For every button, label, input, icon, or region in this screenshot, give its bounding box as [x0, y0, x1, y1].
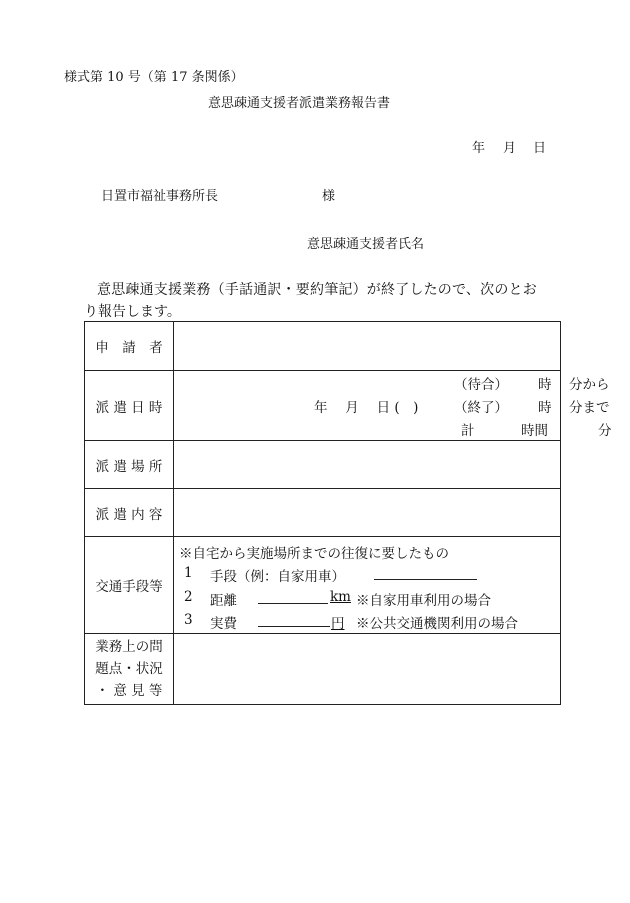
transport-item1-number: 1 — [184, 565, 193, 581]
transport-means-input[interactable] — [374, 565, 477, 580]
intro-line-1: 意思疎通支援業務（手話通訳・要約筆記）が終了したので、次のとお — [97, 282, 537, 298]
waiting-hour-label: 時 — [538, 377, 552, 393]
issues-field[interactable] — [174, 634, 561, 705]
expense-unit: 円 — [331, 616, 345, 632]
row-content — [85, 489, 561, 537]
intro-line-2: り報告します。 — [84, 304, 181, 320]
transport-item2-text: 距離 — [210, 593, 237, 609]
distance-unit: km — [330, 589, 351, 605]
distance-input[interactable] — [258, 589, 328, 604]
supporter-name-label: 意思疎通支援者氏名 — [307, 237, 425, 252]
row-dispatch-datetime — [85, 371, 561, 441]
row-place — [85, 441, 561, 489]
transport-field — [174, 537, 561, 634]
addressee-honorific: 様 — [322, 189, 336, 204]
dispatch-datetime-label: 派 遣 日 時 — [85, 371, 174, 441]
report-table — [84, 321, 612, 705]
transport-label: 交通手段等 — [85, 537, 174, 634]
addressee-name: 日置市福祉事務所長 — [101, 189, 219, 204]
row-applicant — [85, 322, 561, 371]
dispatch-datetime-field[interactable] — [174, 371, 612, 441]
total-minutes-label: 分 — [598, 423, 612, 439]
form-number: 様式第 10 号（第 17 条関係） — [64, 70, 244, 85]
transport-note: ※自宅から実施場所までの往復に要したもの — [179, 546, 449, 562]
waiting-label: （待合） — [454, 377, 508, 393]
end-until-label: 分まで — [569, 400, 610, 416]
transport-item3-number: 3 — [184, 612, 193, 628]
waiting-from-label: 分から — [569, 377, 610, 393]
transport-item3-text: 実費 — [210, 616, 237, 632]
transport-item3-note: ※公共交通機関利用の場合 — [356, 616, 518, 632]
applicant-label: 申 請 者 — [85, 322, 174, 371]
place-field[interactable] — [174, 441, 561, 489]
end-label: （終了） — [454, 400, 508, 416]
row-transport — [85, 537, 561, 634]
transport-item1-text: 手段（例：自家用車） — [210, 569, 345, 585]
end-hour-label: 時 — [538, 400, 552, 416]
date-year-label: 年 — [472, 141, 486, 156]
issues-label-line-1: 業務上の問 — [95, 639, 163, 655]
date-month-label: 月 — [503, 141, 517, 156]
expense-input[interactable] — [258, 612, 330, 627]
issues-label-line-3: ・ 意 見 等 — [95, 683, 163, 699]
content-label: 派 遣 内 容 — [85, 489, 174, 537]
issues-label-line-2: 題点・状況 — [95, 661, 163, 677]
transport-item2-number: 2 — [184, 589, 193, 605]
issues-label — [85, 634, 174, 705]
date-day-label: 日 — [533, 141, 547, 156]
total-hours-label: 時間 — [521, 423, 548, 439]
page-title: 意思疎通支援者派遣業務報告書 — [208, 96, 391, 111]
total-label: 計 — [461, 423, 475, 439]
transport-item2-note: ※自家用車利用の場合 — [356, 593, 491, 609]
row-issues — [85, 634, 561, 705]
content-field[interactable] — [174, 489, 561, 537]
applicant-field[interactable] — [174, 322, 561, 371]
dispatch-date: 年 月 日 ( ) — [314, 400, 419, 416]
place-label: 派 遣 場 所 — [85, 441, 174, 489]
